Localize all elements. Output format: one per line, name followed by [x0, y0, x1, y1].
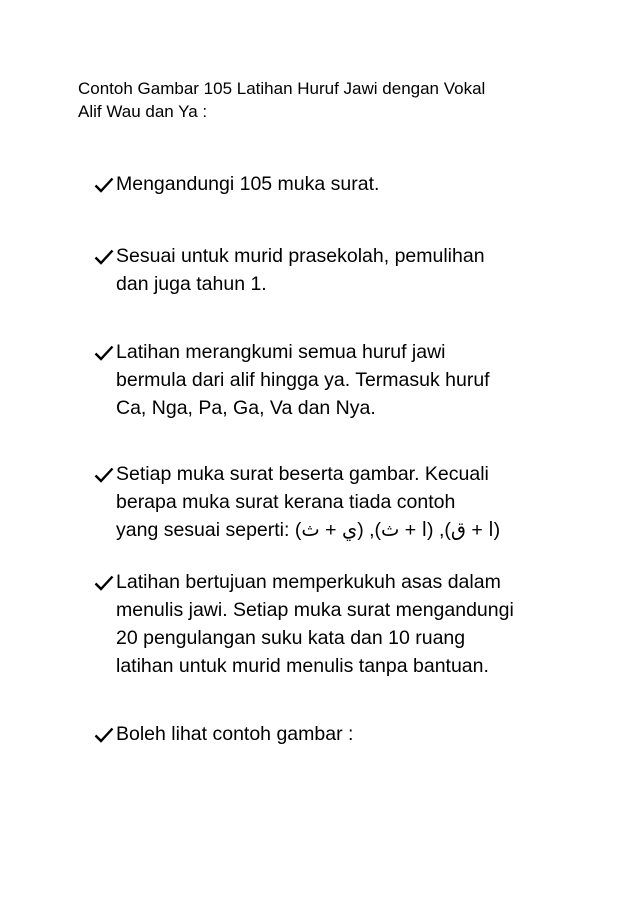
list-item	[93, 170, 613, 198]
checkmark-icon	[93, 170, 116, 198]
checkmark-icon	[93, 338, 116, 366]
list-item-text: Latihan merangkumi semua huruf jawi bermula dari alif hingga ya. Termasuk huruf Ca, Nga, Pa, Ga, Va dan Nya.	[116, 341, 490, 419]
checkmark-icon	[93, 242, 116, 270]
list-item	[93, 568, 613, 680]
checkmark-icon	[93, 568, 116, 596]
list-item	[93, 460, 613, 544]
list-item	[93, 338, 613, 422]
list-item	[93, 242, 613, 298]
document-title: Contoh Gambar 105 Latihan Huruf Jawi dengan Vokal Alif Wau dan Ya :	[78, 79, 486, 121]
list-item	[93, 720, 613, 748]
list-item-text: Boleh lihat contoh gambar :	[116, 723, 354, 745]
checkmark-icon	[93, 460, 116, 488]
list-item-text: Latihan bertujuan memperkukuh asas dalam menulis jawi. Setiap muka surat mengandungi 20 pengulangan suku kata dan 10 ruang latihan untuk murid menulis tanpa bantuan.	[116, 571, 514, 677]
checkmark-icon	[93, 720, 116, 748]
list-item-text: Setiap muka surat beserta gambar. Kecuali berapa muka surat kerana tiada contoh yang sesuai seperti: (ي + ث) ,(ا + ث) ,(ا + ق)	[116, 463, 501, 541]
list-item-text: Sesuai untuk murid prasekolah, pemulihan dan juga tahun 1.	[116, 245, 485, 295]
list-item-text: Mengandungi 105 muka surat.	[116, 173, 380, 195]
